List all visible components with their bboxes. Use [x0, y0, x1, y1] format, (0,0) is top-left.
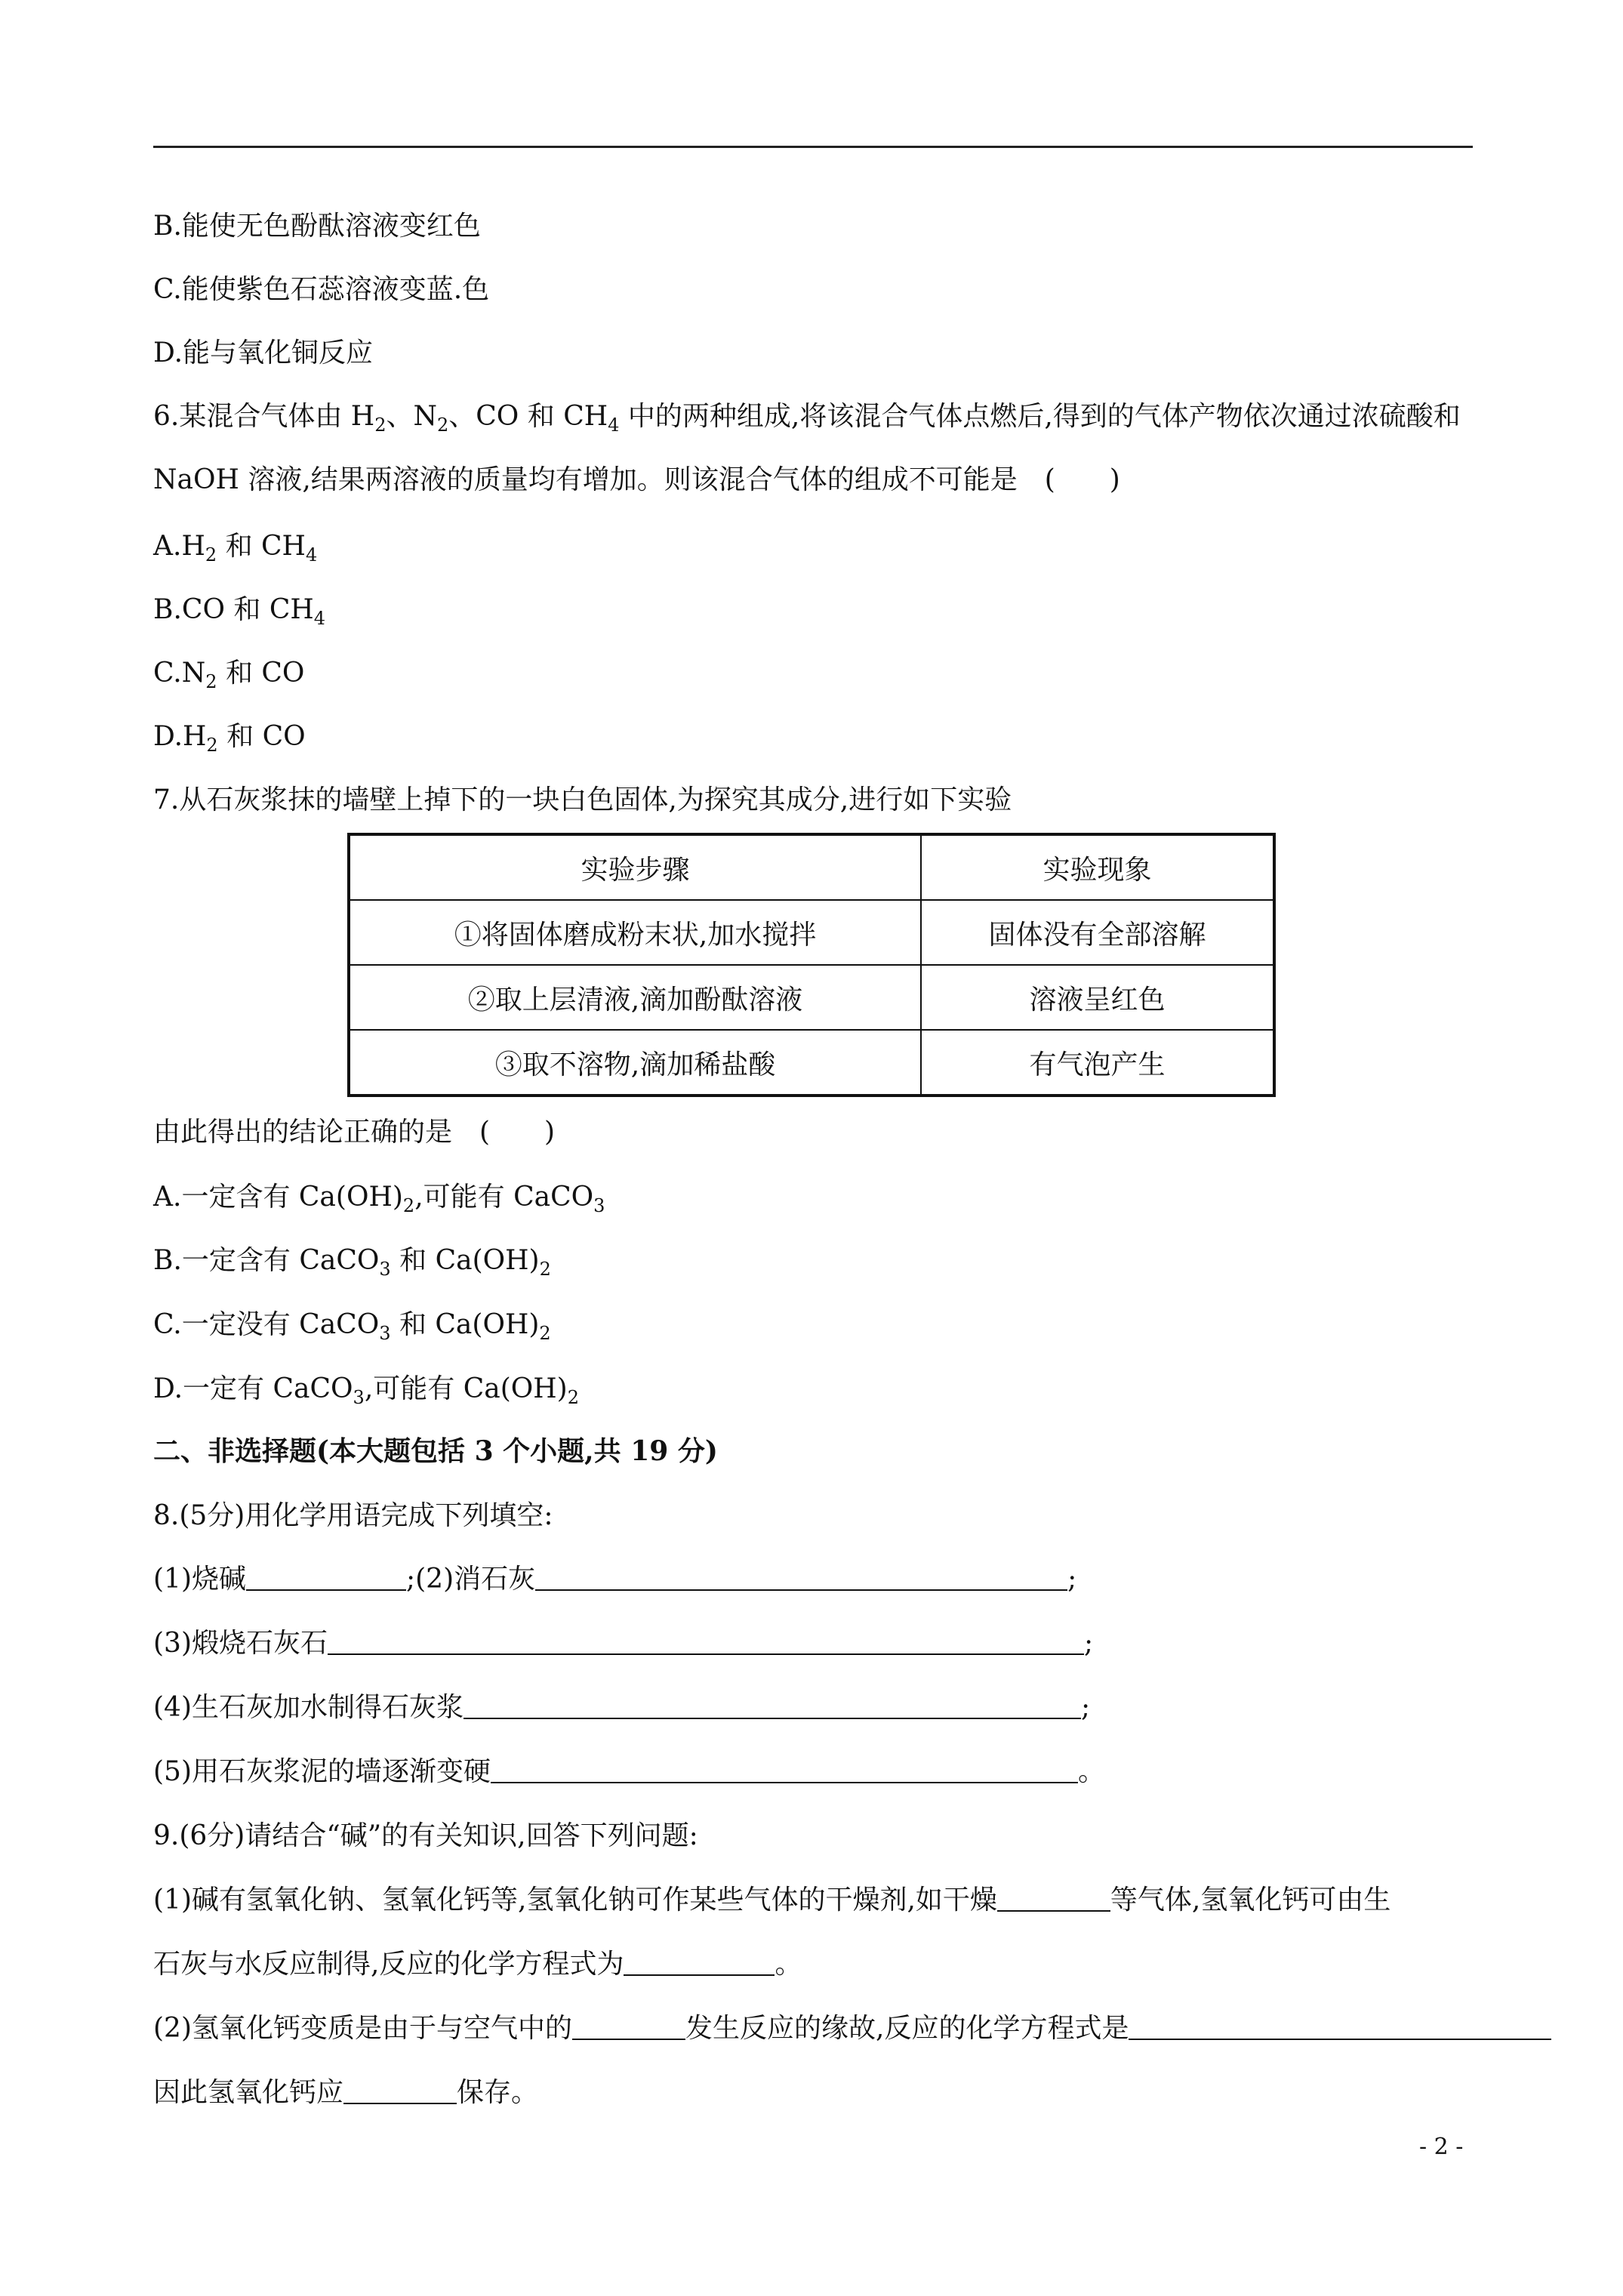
answer-blank[interactable] — [572, 2011, 685, 2040]
q6-option-b: B.CO 和 $CH_4$ — [153, 594, 326, 629]
q7-conclusion: 由此得出的结论正确的是 ( ) — [153, 1117, 556, 1148]
q7-option-c: C.一定没有 CaCO$_3$ 和 $Ca(OH)_2$ — [153, 1309, 551, 1344]
answer-blank[interactable] — [997, 1883, 1110, 1912]
q6-option-a: $A.H_2$ 和 $CH_4$ — [153, 531, 318, 566]
table-cell: 固体没有全部溶解 — [921, 900, 1274, 965]
q9-p2-line1: (2)氢氧化钙变质是由于与空气中的 发生反应的缘故,反应的化学方程式是 — [153, 2011, 1551, 2047]
q9-p1-line1: (1)碱有氢氧化钠、氢氧化钙等,氢氧化钠可作某些气体的干燥剂,如干燥 等气体,氢氧化钙可由生 — [153, 1885, 1391, 1915]
q7-option-d: D.一定有 CaCO$_3$,可能有 $Ca(OH)_2$ — [153, 1373, 580, 1408]
section2-heading: 二、非选择题(本大题包括 3 个小题,共 19 分) — [153, 1435, 718, 1467]
q8-line1: (1)烧碱 ;(2)消石灰 ; — [153, 1564, 1077, 1595]
q9-p1-line2: 石灰与水反应制得,反应的化学方程式为 。 — [153, 1949, 802, 1980]
table-header-row — [349, 834, 1274, 900]
header-rule — [153, 146, 1473, 148]
answer-blank[interactable] — [328, 1626, 1084, 1655]
answer-blank[interactable] — [343, 2076, 457, 2104]
q7-option-a: A.一定含有 $Ca(OH)_2$,可能有 CaCO$_3$ — [153, 1182, 605, 1216]
q8-line4: (4)生石灰加水制得石灰浆 ; — [153, 1692, 1091, 1723]
answer-blank[interactable] — [535, 1562, 1067, 1591]
table-cell: ③取不溶物,滴加稀盐酸 — [349, 1030, 921, 1096]
answer-blank[interactable] — [491, 1755, 1078, 1783]
q8-stem: 8.(5分)用化学用语完成下列填空: — [153, 1500, 553, 1531]
table-cell: ①将固体磨成粉末状,加水搅拌 — [349, 900, 921, 965]
table-cell: 溶液呈红色 — [921, 965, 1274, 1030]
q5-option-d: D.能与氧化铜反应 — [153, 337, 374, 368]
table-header-cell: 实验现象 — [921, 834, 1274, 900]
table-row — [349, 965, 1274, 1030]
q9-stem: 9.(6分)请结合“碱”的有关知识,回答下列问题: — [153, 1820, 698, 1851]
q6-option-c: $C.N_2$ 和 CO — [153, 658, 305, 692]
q6-option-d: $D.H_2$ 和 CO — [153, 721, 306, 756]
table-row — [349, 900, 1274, 965]
q7-stem: 7.从石灰浆抹的墙壁上掉下的一块白色固体,为探究其成分,进行如下实验 — [153, 784, 1012, 815]
answer-blank[interactable] — [1129, 2011, 1551, 2040]
q8-line3: (3)煅烧石灰石 ; — [153, 1628, 1094, 1659]
table-cell: 有气泡产生 — [921, 1030, 1274, 1096]
q7-option-b: B.一定含有 CaCO$_3$ 和 $Ca(OH)_2$ — [153, 1245, 551, 1280]
q5-option-b: B.能使无色酚酞溶液变红色 — [153, 211, 481, 242]
table-cell: ②取上层清液,滴加酚酞溶液 — [349, 965, 921, 1030]
table-row — [349, 1030, 1274, 1096]
q9-p2-line2: 因此氢氧化钙应 保存。 — [153, 2077, 539, 2108]
experiment-table — [347, 833, 1276, 1097]
q5-option-c: C.能使紫色石蕊溶液变蓝.色 — [153, 274, 490, 305]
answer-blank[interactable] — [463, 1690, 1081, 1719]
page-number: - 2 - — [1419, 2134, 1464, 2160]
answer-blank[interactable] — [624, 1947, 775, 1976]
answer-blank[interactable] — [246, 1562, 406, 1591]
q6-stem-line1: 6.某混合气体由 $H_2$、$N_2$、CO 和 $CH_4$ 中的两种组成,将该混合气体点燃后,得到的气体产物依次通过浓硫酸和 — [153, 401, 1461, 436]
q6-stem-line2: NaOH 溶液,结果两溶液的质量均有增加。则该混合气体的组成不可能是 ( ) — [153, 464, 1120, 495]
q8-line5: (5)用石灰浆泥的墙逐渐变硬 。 — [153, 1756, 1106, 1787]
table-header-cell: 实验步骤 — [349, 834, 921, 900]
